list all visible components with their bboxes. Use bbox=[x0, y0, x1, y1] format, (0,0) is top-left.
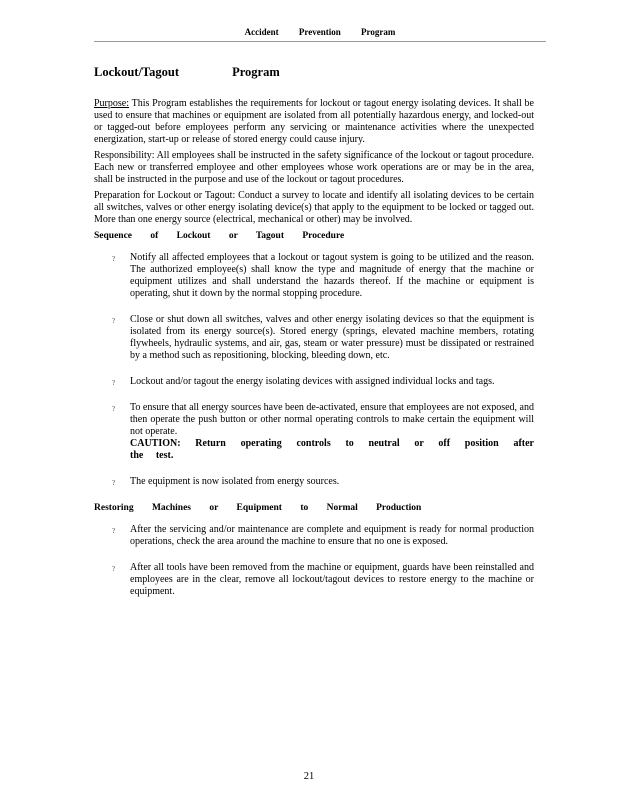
list-item-text: Lockout and/or tagout the energy isolating devices with assigned individual locks and tags. bbox=[130, 376, 495, 387]
preparation-text: Conduct a survey to locate and identify all isolating devices to be certain all switches, valves or other energy isolating device(s) that apply to the equipment to be locked or tagged out. More than one energy source (electrical, mechanical or other) may be involved. bbox=[94, 190, 534, 225]
bullet-icon: ? bbox=[112, 405, 116, 413]
list-item bbox=[94, 562, 534, 598]
document-title: Lockout/Tagout Program bbox=[94, 65, 280, 79]
list-item-text: Close or shut down all switches, valves and other energy isolating devices so that the equipment is isolated from its energy source(s). Stored energy (springs, elevated machine members, rotating flywheels, hydraulic systems, and air, gas, steam or water pressure) must be dissipated or restrained by a method such as repositioning, blocking, bleeding down, etc. bbox=[130, 314, 534, 361]
purpose-label: Purpose: bbox=[94, 98, 129, 109]
bullet-icon: ? bbox=[112, 565, 116, 573]
bullet-icon: ? bbox=[112, 479, 116, 487]
list-item bbox=[94, 314, 534, 362]
bullet-icon: ? bbox=[112, 255, 116, 263]
document-body bbox=[94, 66, 534, 612]
running-header: Accident Prevention Program bbox=[244, 27, 396, 37]
restoring-list bbox=[94, 524, 534, 598]
sequence-list bbox=[94, 252, 534, 488]
preparation-paragraph bbox=[94, 190, 534, 226]
responsibility-paragraph bbox=[94, 150, 534, 186]
purpose-paragraph bbox=[94, 98, 534, 146]
list-item-text: After all tools have been removed from the machine or equipment, guards have been reinstalled and employees are in the clear, remove all lockout/tagout devices to restore energy to the machine or equipment. bbox=[130, 562, 534, 597]
list-item-text: To ensure that all energy sources have been de-activated, ensure that employees are not exposed, and then operate the push button or other normal operating controls to make certain the equipment will not operate. bbox=[130, 402, 534, 437]
bullet-icon: ? bbox=[112, 527, 116, 535]
list-item bbox=[94, 376, 534, 388]
sequence-heading: Sequence of Lockout or Tagout Procedure bbox=[94, 231, 345, 241]
responsibility-label: Responsibility: bbox=[94, 150, 155, 161]
preparation-label: Preparation for Lockout or Tagout: bbox=[94, 190, 236, 201]
list-item bbox=[94, 524, 534, 548]
list-item bbox=[94, 476, 534, 488]
caution-note: CAUTION: Return operating controls to neutral or off position after the test. bbox=[130, 438, 534, 461]
list-item-text: After the servicing and/or maintenance are complete and equipment is ready for normal production operations, check the area around the machine to ensure that no one is exposed. bbox=[130, 524, 534, 547]
list-item-text: The equipment is now isolated from energy sources. bbox=[130, 476, 340, 487]
list-item bbox=[94, 402, 534, 462]
restoring-heading: Restoring Machines or Equipment to Normal Production bbox=[94, 503, 422, 513]
bullet-icon: ? bbox=[112, 379, 116, 387]
list-item-text: Notify all affected employees that a lockout or tagout system is going to be utilized and the reason. The authorized employee(s) shall know the type and magnitude of energy that the machine or equipment utilizes and shall understand the hazards thereof. If the machine or equipment is operating, shut it down by the normal stopping procedure. bbox=[130, 252, 534, 299]
page-number: 21 bbox=[303, 771, 315, 782]
purpose-text: This Program establishes the requirements for lockout or tagout energy isolating devices. It shall be used to ensure that machines or equipment are isolated from all potentially hazardous energy, and locked-out or tagged-out before employees perform any servicing or maintenance activities where the unexpected energization, start-up or release of stored energy could cause injury. bbox=[94, 98, 534, 145]
list-item bbox=[94, 252, 534, 300]
header-rule bbox=[94, 41, 546, 42]
responsibility-text: All employees shall be instructed in the safety significance of the lockout or tagout procedure. Each new or transferred employee and other employees whose work operations are or may be in the area, shall be instructed in the purpose and use of the lockout or tagout procedures. bbox=[94, 150, 535, 185]
bullet-icon: ? bbox=[112, 317, 116, 325]
